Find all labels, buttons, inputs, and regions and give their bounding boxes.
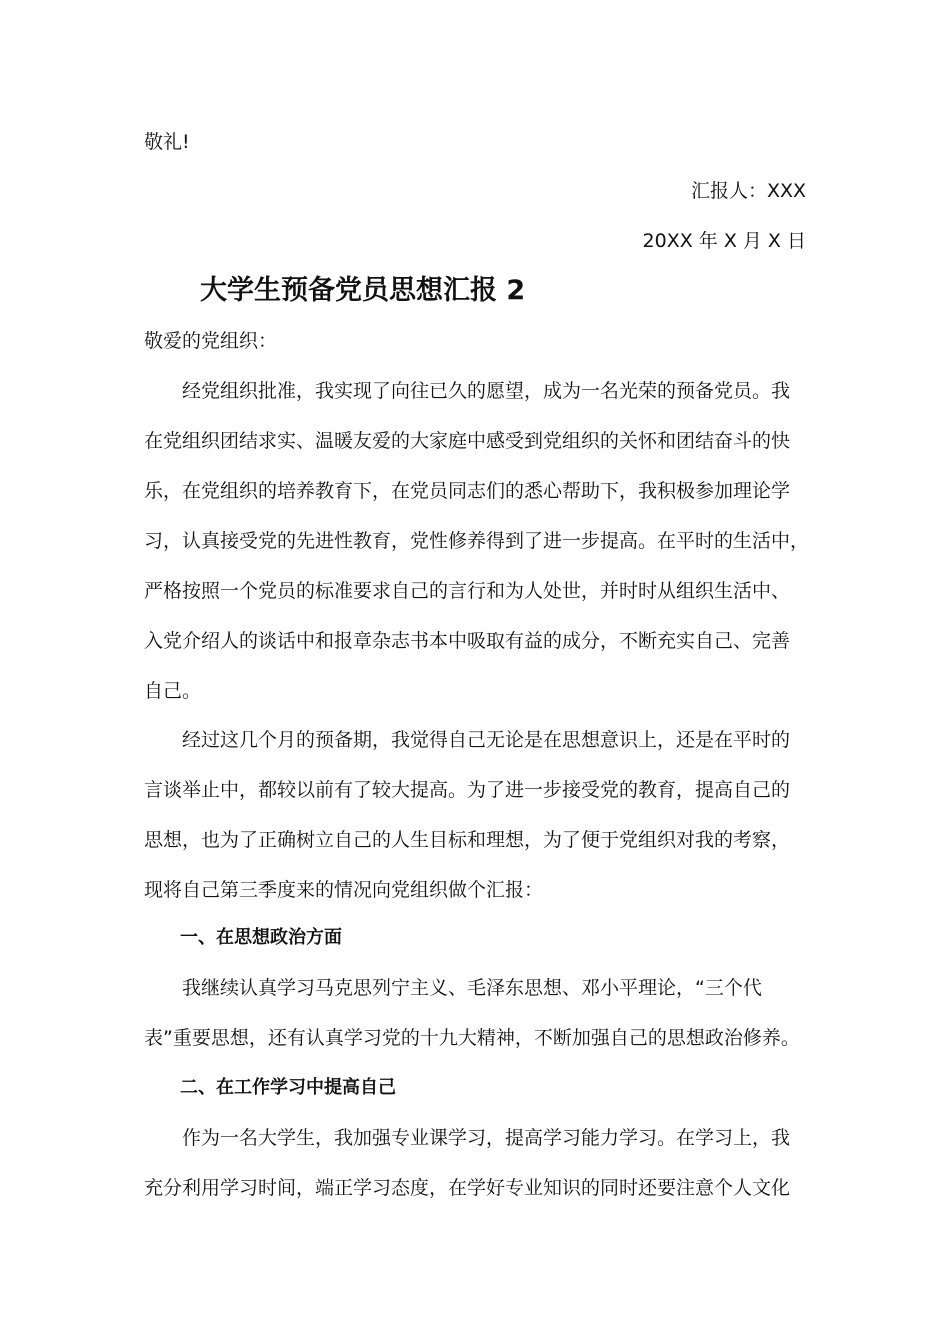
paragraph-line: 经党组织批准，我实现了向往已久的愿望，成为一名光荣的预备党员。我 [144,380,791,402]
paragraph-line: 在党组织团结求实、温暖友爱的大家庭中感受到党组织的关怀和团结奋斗的快 [144,430,791,452]
paragraph-line: 充分利用学习时间，端正学习态度，在学好专业知识的同时还要注意个人文化 [144,1177,791,1199]
section-heading-1: 一、在思想政治方面 [144,927,342,948]
report-date: 20XX 年 X 月 X 日 [642,230,806,252]
paragraph-line: 习，认真接受党的先进性教育，党性修养得到了进一步提高。在平时的生活中， [144,530,810,552]
paragraph-4 [144,1113,809,1213]
paragraph-line: 作为一名大学生，我加强专业课学习，提高学习能力学习。在学习上，我 [144,1127,791,1149]
section-heading-2: 二、在工作学习中提高自己 [144,1077,396,1098]
paragraph-2 [144,715,809,915]
paragraph-line: 乐，在党组织的培养教育下，在党员同志们的悉心帮助下，我积极参加理论学 [144,480,791,502]
paragraph-line: 严格按照一个党员的标准要求自己的言行和为人处世，并时时从组织生活中、 [144,580,791,602]
document-title: 大学生预备党员思想汇报 2 [200,275,526,306]
paragraph-1 [144,366,809,716]
paragraph-line: 入党介绍人的谈话中和报章杂志书本中吸取有益的成分，不断充实自己、完善 [144,630,791,652]
salutation: 敬爱的党组织： [144,330,278,352]
paragraph-line: 经过这几个月的预备期，我觉得自己无论是在思想意识上，还是在平时的 [144,729,791,751]
paragraph-line: 我继续认真学习马克思列宁主义、毛泽东思想、邓小平理论，“三个代 [144,977,762,999]
paragraph-line: 自己。 [144,680,202,702]
paragraph-3 [144,963,809,1063]
paragraph-line: 言谈举止中，都较以前有了较大提高。为了进一步接受党的教育，提高自己的 [144,779,791,801]
reporter-signature: 汇报人：XXX [690,180,806,202]
closing-text: 敬礼! [144,131,190,153]
paragraph-line: 表”重要思想，还有认真学习党的十九大精神，不断加强自己的思想政治修养。 [144,1027,800,1049]
paragraph-line: 思想，也为了正确树立自己的人生目标和理想，为了便于党组织对我的考察， [144,829,791,851]
paragraph-line: 现将自己第三季度来的情况向党组织做个汇报： [144,879,544,901]
